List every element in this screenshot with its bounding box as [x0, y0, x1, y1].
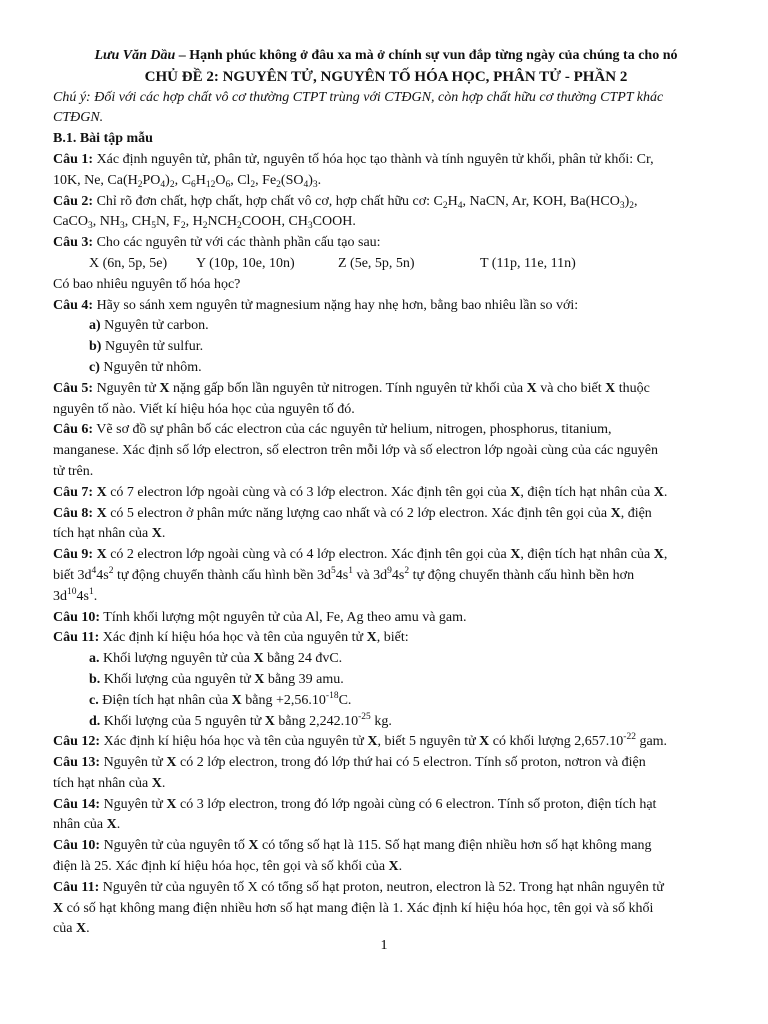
question-11b-cont: X có số hạt không mang điện nhiều hơn số hạt mang điện là 1. Xác định kí hiệu hóa học, tên gọi và số khối — [53, 900, 654, 916]
question-5-cont: nguyên tố nào. Viết kí hiệu hóa học của nguyên tố đó. — [53, 401, 355, 417]
question-10: Câu 10: Tính khối lượng một nguyên tử của Al, Fe, Ag theo amu và gam. — [53, 609, 467, 625]
question-4: Câu 4: Hãy so sánh xem nguyên tử magnesium nặng hay nhẹ hơn, bằng bao nhiêu lần so với: — [53, 297, 579, 313]
header-line — [53, 46, 719, 67]
question-10b-cont: điện là 25. Xác định kí hiệu hóa học, tên gọi và số khối của X. — [53, 859, 403, 875]
question-11: Câu 11: Xác định kí hiệu hóa học và tên của nguyên tử X, biết: — [53, 630, 409, 646]
question-9-cont: biết $3d^44s^2$ tự động chuyển thành cấu hình bền $3d^54s^1$ và $3d^94s^2$ tự động chuyển thành cấu hình bền hơn — [53, 565, 635, 583]
question-6-cont-2: tử trên. — [53, 463, 94, 479]
question-6: Câu 6: Vẽ sơ đồ sự phân bố các electron của các nguyên tử helium, nitrogen, phosphorus, titanium, — [53, 422, 612, 438]
header-motto: – Hạnh phúc không ở đâu xa mà ở chính sự vun đắp từng ngày của chúng ta cho nó — [175, 48, 678, 63]
question-13-cont: tích hạt nhân của X. — [53, 775, 166, 791]
question-2: Câu 2: Chỉ rõ đơn chất, hợp chất, hợp chất vô cơ, hợp chất hữu cơ: $C_2H_4$, NaCN, Ar, KOH, $Ba(HCO_3)_2$, — [53, 193, 638, 211]
question-3-ask: Có bao nhiêu nguyên tố hóa học? — [53, 276, 241, 292]
question-11-c: c. Điện tích hạt nhân của X bằng $+2,56.10^{-18}C$. — [89, 690, 352, 708]
atom-y: Y (10p, 10e, 10n) — [196, 255, 295, 271]
question-12: Câu 12: Xác định kí hiệu hóa học và tên của nguyên tử X, biết 5 nguyên tử X có khối lượng $2,657.10^{-22}$ gam. — [53, 732, 668, 750]
question-8: Câu 8: X có 5 electron ở phân mức năng lượng cao nhất và có 2 lớp electron. Xác định tên gọi của X, điện — [53, 505, 652, 521]
question-11-d: d. Khối lượng của 5 nguyên tử X bằng $2,242.10^{-25}$ kg. — [89, 711, 392, 729]
note-line-1: Chú ý: Đối với các hợp chất vô cơ thường CTPT trùng với CTĐGN, còn hợp chất hữu cơ thường CTPT khác — [53, 89, 664, 105]
page-title: CHỦ ĐỀ 2: NGUYÊN TỬ, NGUYÊN TỐ HÓA HỌC, PHÂN TỬ - PHẦN 2 — [144, 68, 628, 85]
question-9-cont-2: $3d^{10}4s^1$. — [53, 586, 98, 604]
section-heading: B.1. Bài tập mẫu — [53, 131, 153, 147]
question-9: Câu 9: X có 2 electron lớp ngoài cùng và có 4 lớp electron. Xác định tên gọi của X, điện tích hạt nhân của X, — [53, 547, 668, 563]
question-4-a: a) Nguyên tử carbon. — [89, 318, 209, 334]
note-line-2: CTĐGN. — [53, 110, 104, 126]
question-6-cont: manganese. Xác định số lớp electron, số electron trên mỗi lớp và số electron lớp ngoài cùng của các nguyên — [53, 443, 658, 459]
question-10b: Câu 10: Nguyên tử của nguyên tố X có tổng số hạt là 115. Số hạt mang điện nhiều hơn số hạt không mang — [53, 838, 652, 854]
question-11-b: b. Khối lượng của nguyên tử X bằng 39 amu. — [89, 671, 344, 687]
question-1-cont: 10K, Ne, $Ca(H_2PO_4)_2$, $C_6H_{12}O_6$, $Cl_2$, $Fe_2(SO_4)_3$. — [53, 172, 322, 190]
question-8-cont: tích hạt nhân của X. — [53, 526, 166, 542]
question-5: Câu 5: Nguyên tử X nặng gấp bốn lần nguyên tử nitrogen. Tính nguyên tử khối của X và cho biết X thuộc — [53, 380, 650, 396]
author-signature: Lưu Văn Dầu — [94, 48, 176, 63]
question-14: Câu 14: Nguyên tử X có 3 lớp electron, trong đó lớp ngoài cùng có 6 electron. Tính số proton, điện tích hạt — [53, 796, 657, 812]
question-11b: Câu 11: Nguyên tử của nguyên tố X có tổng số hạt proton, neutron, electron là 52. Trong hạt nhân nguyên tử — [53, 879, 664, 895]
question-4-b: b) Nguyên tử sulfur. — [89, 339, 204, 355]
question-2-cont: CaCO$_3$, $NH_3$, $CH_5N$, $F_2$, $H_2NCH_2COOH$, $CH_3COOH$. — [53, 214, 356, 232]
question-13: Câu 13: Nguyên tử X có 2 lớp electron, trong đó lớp thứ hai có 5 electron. Tính số proton, nơtron và điện — [53, 755, 646, 771]
question-11b-cont-2: của X. — [53, 921, 90, 937]
question-14-cont: nhân của X. — [53, 817, 121, 833]
page-number: 1 — [380, 938, 388, 953]
question-3: Câu 3: Cho các nguyên tử với các thành phần cấu tạo sau: — [53, 235, 381, 251]
atom-t: T (11p, 11e, 11n) — [480, 255, 576, 271]
question-11-a: a. Khối lượng nguyên tử của X bằng 24 đvC. — [89, 651, 343, 667]
atom-x: X (6n, 5p, 5e) — [89, 255, 168, 271]
atom-z: Z (5e, 5p, 5n) — [338, 255, 415, 271]
question-4-c: c) Nguyên tử nhôm. — [89, 359, 202, 375]
question-3-atoms — [53, 254, 719, 275]
question-1: Câu 1: Xác định nguyên tử, phân tử, nguyên tố hóa học tạo thành và tính nguyên tử khối, phân tử khối: Cr, — [53, 151, 654, 167]
document-body — [53, 46, 719, 940]
question-7: Câu 7: X có 7 electron lớp ngoài cùng và có 3 lớp electron. Xác định tên gọi của X, điện tích hạt nhân của X. — [53, 484, 668, 500]
